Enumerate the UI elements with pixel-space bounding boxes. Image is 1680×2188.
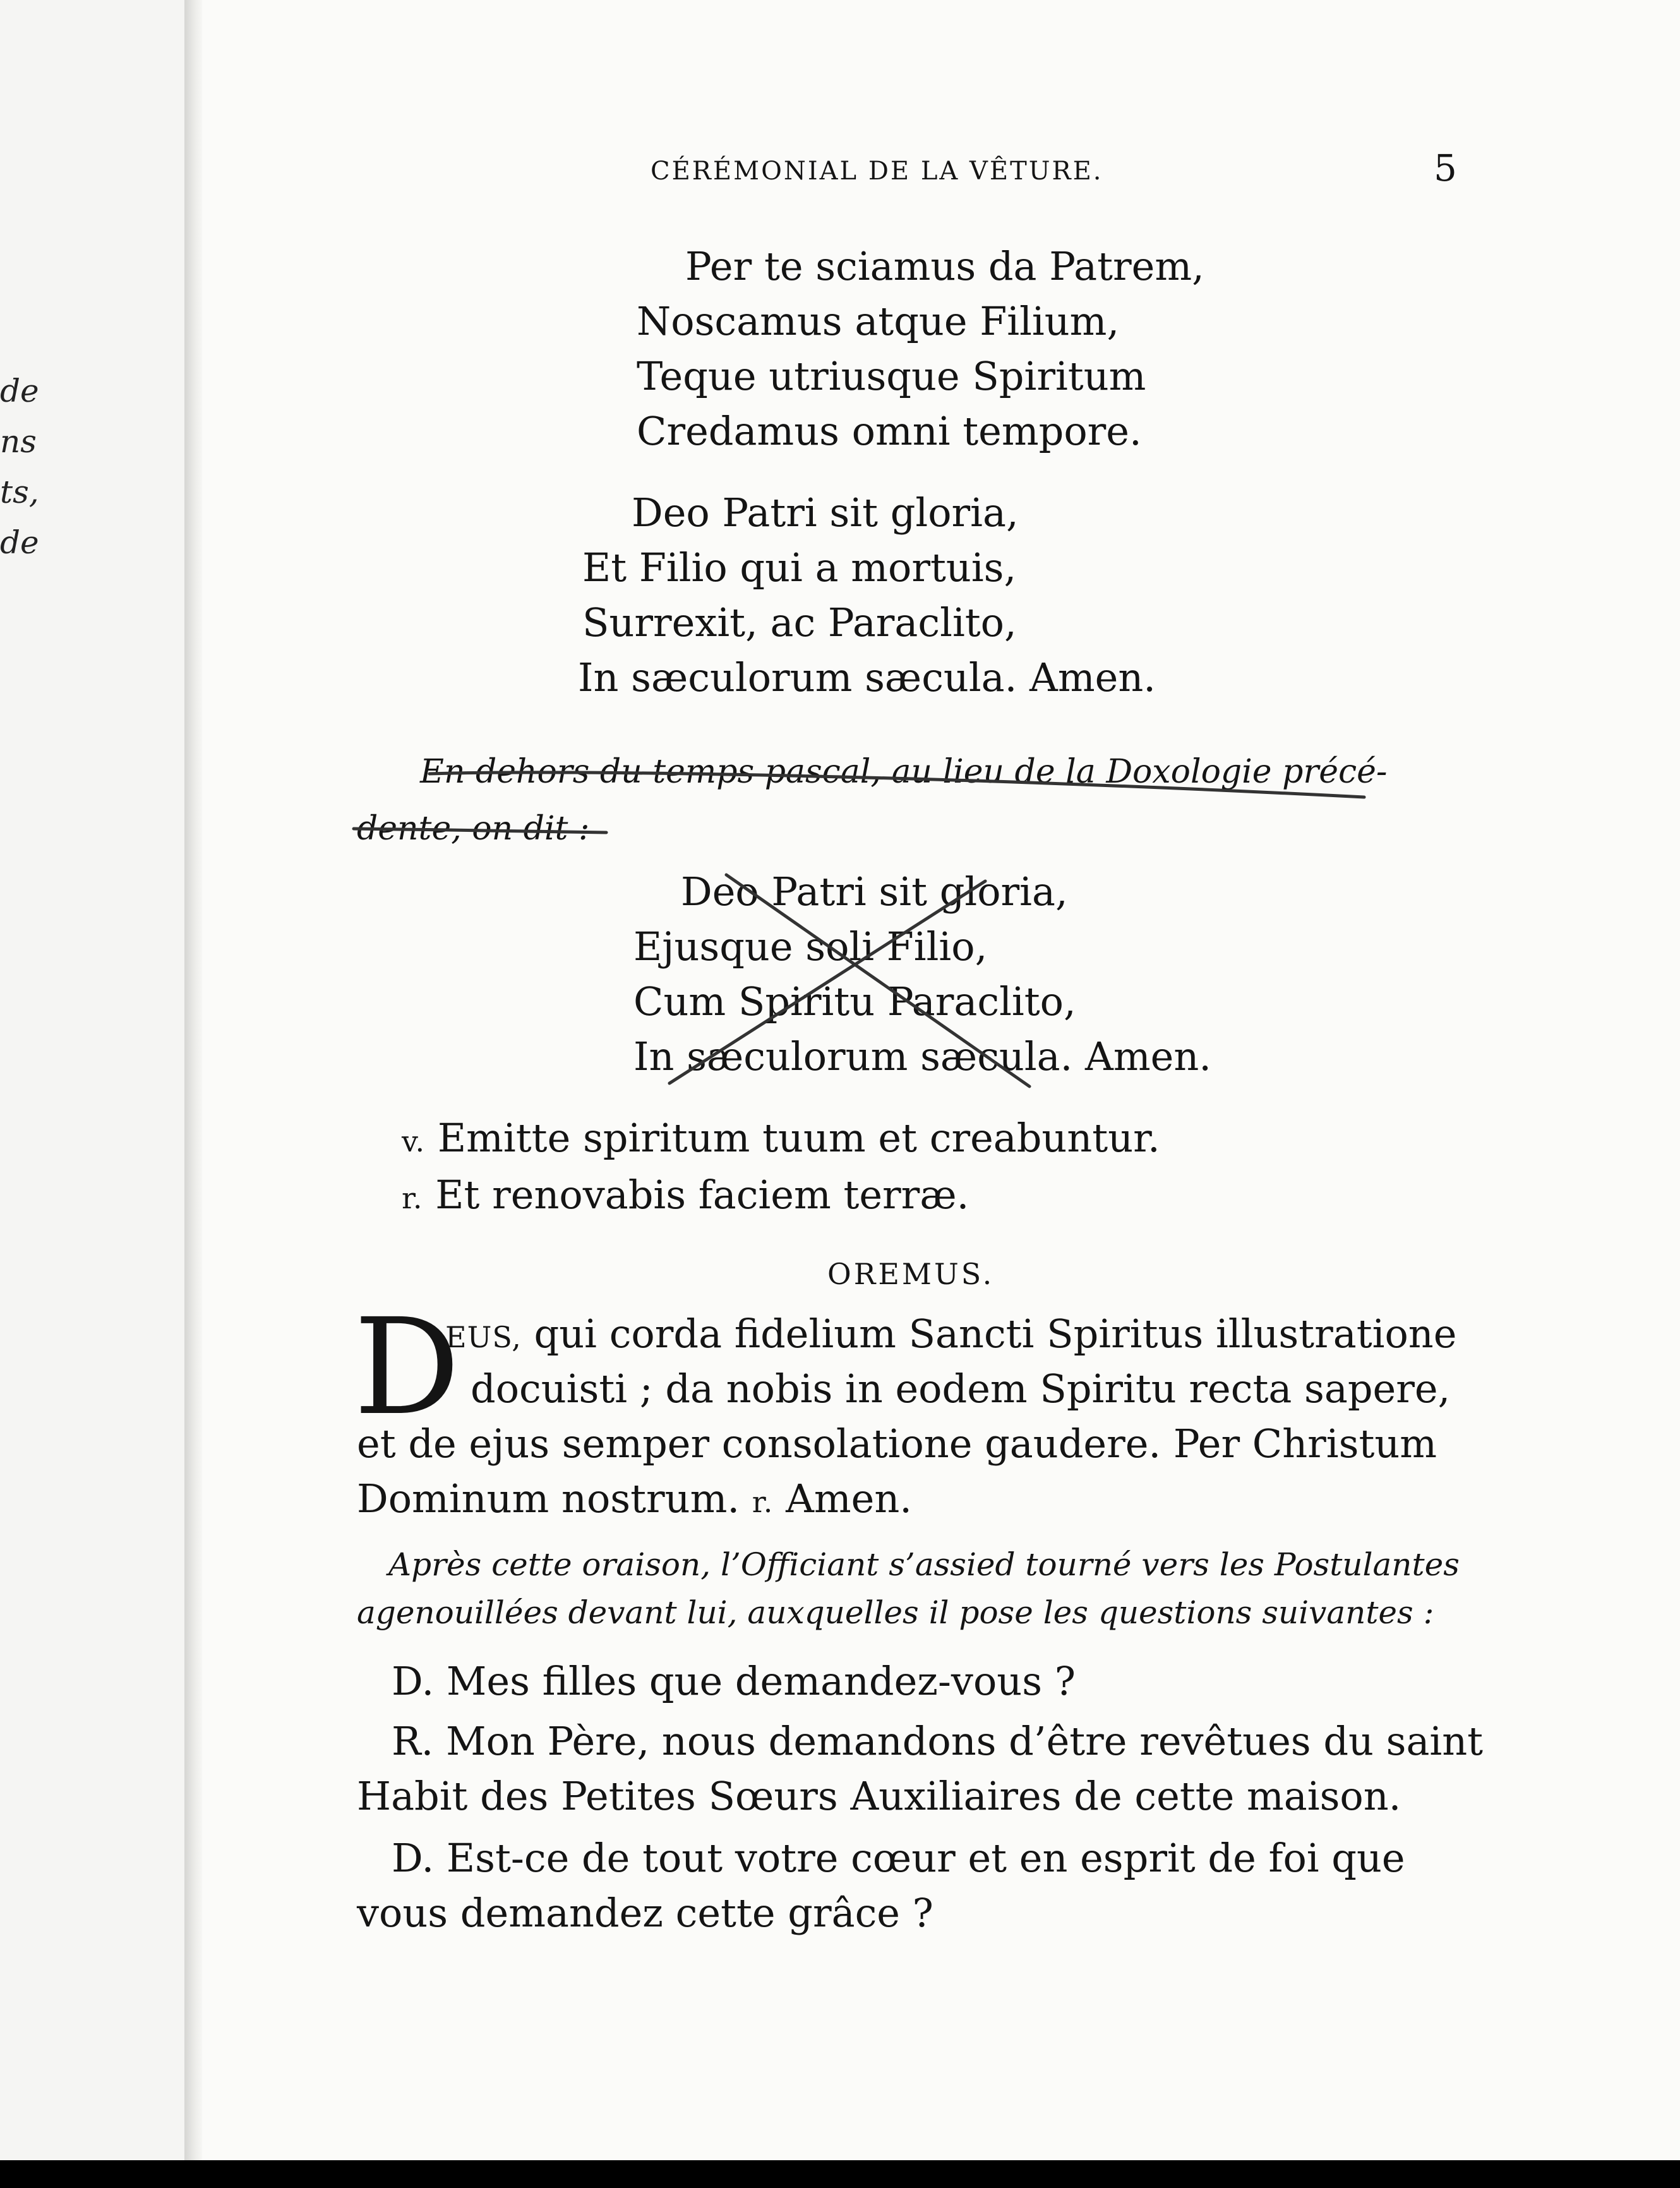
doxology-line: In sæculorum sæcula. Amen. (633, 1033, 1211, 1079)
rubric-line: En dehors du temps pascal, au lieu de la Doxologie précé- (420, 753, 1388, 791)
scan-bottom-border (0, 2160, 1680, 2188)
verse-line: Noscamus atque Filium, (637, 298, 1120, 344)
rubric-line: Après cette oraison, l’Officiant s’assied tourné vers les Postulantes (388, 1546, 1460, 1583)
running-title: CÉRÉMONIAL DE LA VÊTURE. (651, 157, 1103, 186)
oremus-heading: OREMUS. (827, 1257, 995, 1291)
verse-line: Per te sciamus da Patrem, (685, 243, 1204, 289)
versicle-marker: v. (402, 1124, 426, 1158)
verse-line: Surrexit, ac Paraclito, (582, 599, 1017, 646)
doxology-line: Deo Patri sit gloria, (681, 869, 1068, 915)
doxology-cross-stroke-2 (669, 881, 985, 1083)
prayer-line4-text: Dominum nostrum. (357, 1476, 752, 1522)
doxology-line: Cum Spiritu Paraclito, (633, 978, 1076, 1025)
rubric-strike-line-1 (429, 772, 1364, 797)
response-text: Et renovabis faciem terræ. (435, 1172, 969, 1218)
response-marker: r. (402, 1181, 423, 1215)
versicle-text: Emitte spiritum tuum et creabuntur. (437, 1115, 1160, 1161)
drop-cap: D (354, 1290, 460, 1445)
verse-line: Credamus omni tempore. (637, 408, 1142, 454)
prayer-line1-rest: qui corda fidelium Sancti Spiritus illustratione (521, 1311, 1457, 1357)
dialogue-line: D. Est-ce de tout votre cœur et en esprit de foi que (392, 1835, 1405, 1881)
verse-line: Deo Patri sit gloria, (632, 490, 1019, 536)
prayer-response-marker: r. (752, 1485, 774, 1519)
margin-fragment: ts, (0, 474, 39, 510)
page-number: 5 (1434, 147, 1457, 189)
verse-line: In sæculorum sæcula. Amen. (578, 654, 1156, 700)
doxology-line: Ejusque soli Filio, (633, 923, 988, 970)
verse-line: Et Filio qui a mortuis, (582, 544, 1017, 591)
doxology-cross-stroke-1 (726, 875, 1029, 1086)
rubric-line: dente, on dit : (357, 810, 590, 848)
versicle (402, 1115, 1160, 1161)
dialogue-line: vous demandez cette grâce ? (357, 1890, 933, 1936)
response (402, 1172, 969, 1218)
margin-fragment: de (0, 373, 39, 409)
margin-fragment: de (0, 524, 39, 561)
prayer-line (357, 1476, 912, 1522)
rubric-line: agenouillées devant lui, auxquelles il pose les questions suivantes : (357, 1594, 1434, 1631)
dialogue-line: D. Mes filles que demandez-vous ? (392, 1658, 1076, 1704)
dialogue-line: R. Mon Père, nous demandons d’être revêtues du saint (392, 1718, 1484, 1764)
prayer-line: et de ejus semper consolatione gaudere. Per Christum (357, 1421, 1437, 1467)
prayer-line4-end: Amen. (773, 1476, 912, 1522)
prayer-line: docuisti ; da nobis in eodem Spiritu recta sapere, (471, 1366, 1451, 1412)
verse-line: Teque utriusque Spiritum (637, 353, 1146, 399)
prayer-line (445, 1311, 1456, 1357)
dialogue-line: Habit des Petites Sœurs Auxiliaires de cette maison. (357, 1773, 1401, 1819)
prayer-first-word: EUS, (445, 1320, 522, 1354)
rubric-strike-line-2 (354, 829, 606, 833)
margin-fragment: ns (0, 423, 37, 460)
